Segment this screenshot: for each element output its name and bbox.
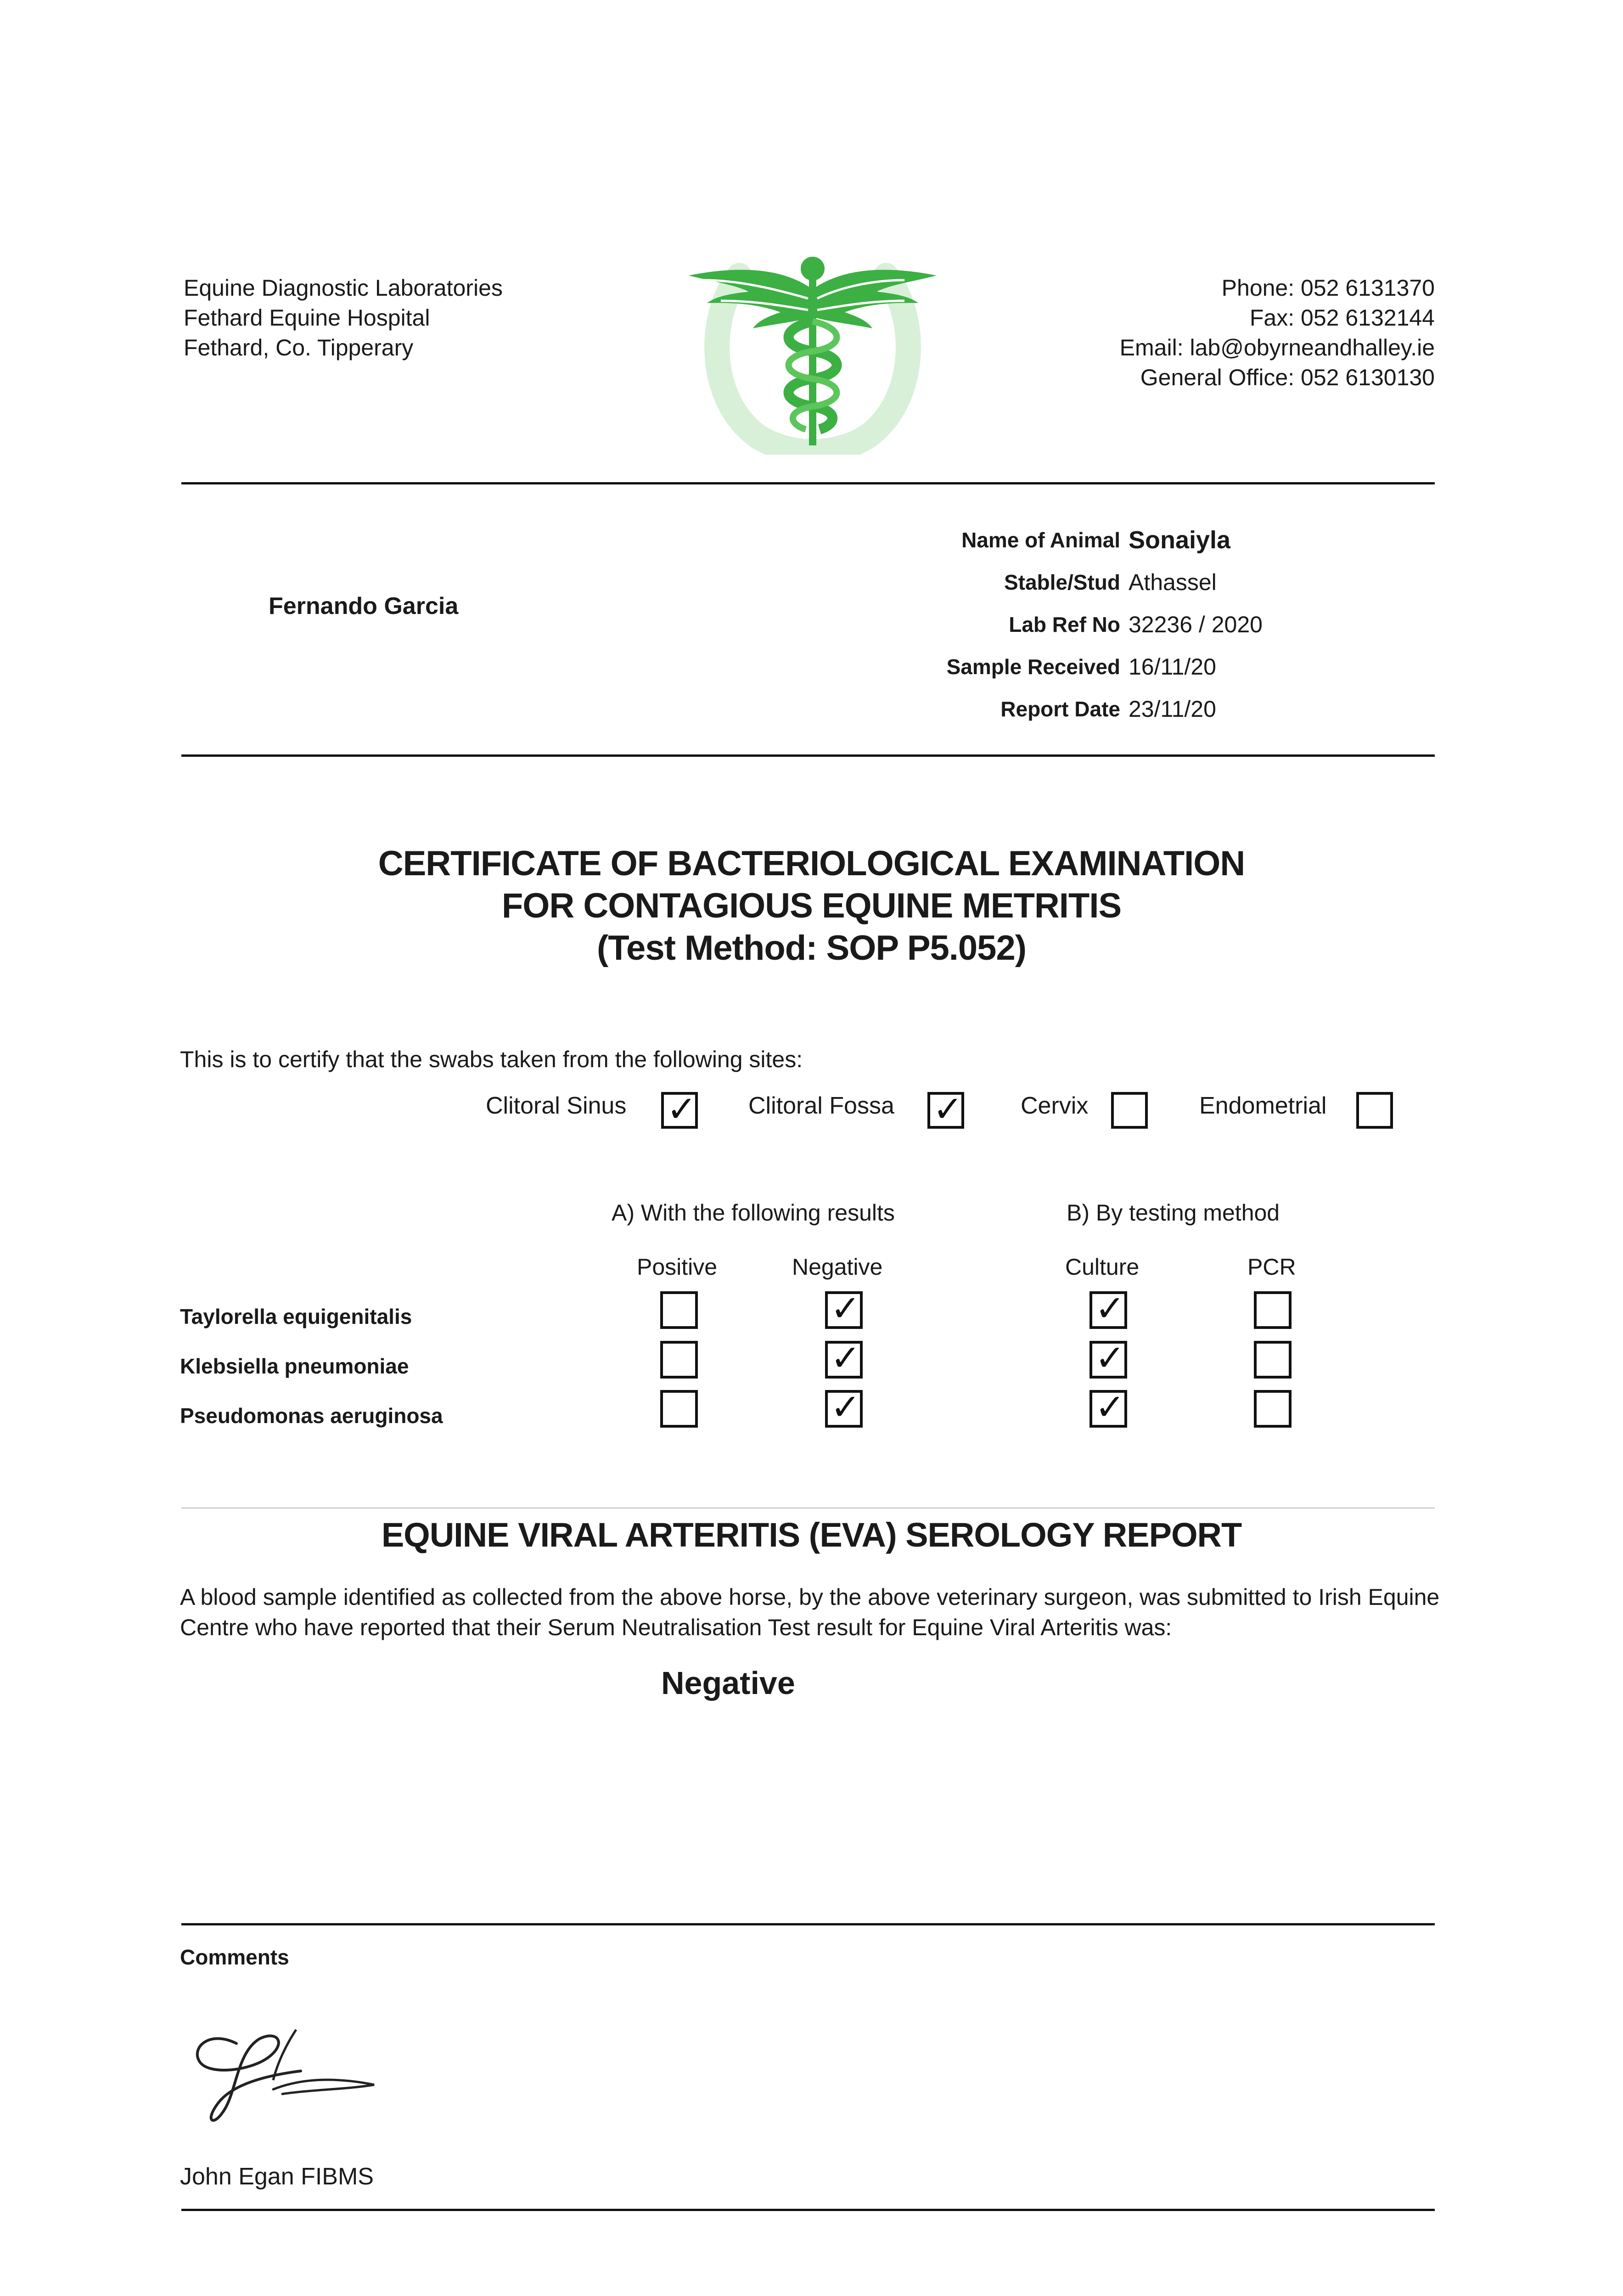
comments-label: Comments	[180, 1945, 289, 1969]
site-checkbox[interactable]	[661, 1089, 698, 1130]
lab-name: Equine Diagnostic Laboratories	[184, 275, 503, 301]
check-icon: ✓	[1095, 1338, 1125, 1379]
caduceus-horseshoe-logo	[689, 248, 937, 455]
results-heading: A) With the following results	[612, 1200, 895, 1226]
animal-info-labels	[872, 519, 1120, 730]
organism-name: Taylorella equigenitalis	[180, 1305, 412, 1328]
positive-checkbox[interactable]	[660, 1341, 698, 1379]
hospital-name: Fethard Equine Hospital	[184, 305, 430, 331]
stable-value: Athassel	[1129, 569, 1217, 595]
check-icon: ✓	[1095, 1288, 1125, 1329]
site-label: Endometrial	[1199, 1092, 1327, 1119]
phone: Phone: 052 6131370	[1221, 275, 1435, 301]
report-date-value: 23/11/20	[1129, 696, 1216, 722]
check-icon: ✓	[933, 1089, 963, 1130]
site-label: Cervix	[1021, 1092, 1089, 1119]
title-line-2: FOR CONTAGIOUS EQUINE METRITIS	[501, 886, 1122, 925]
col-culture: Culture	[1065, 1254, 1140, 1280]
eva-result: Negative	[661, 1665, 795, 1701]
divider	[181, 2209, 1435, 2211]
method-heading: B) By testing method	[1067, 1200, 1280, 1226]
sample-received-value: 16/11/20	[1129, 654, 1216, 680]
col-negative: Negative	[792, 1254, 883, 1280]
negative-checkbox[interactable]	[825, 1338, 863, 1379]
title-line-1: CERTIFICATE OF BACTERIOLOGICAL EXAMINATION	[378, 844, 1245, 883]
check-icon: ✓	[667, 1089, 697, 1130]
animal-info-values	[1129, 519, 1263, 730]
animal-name: Sonaiyla	[1129, 526, 1231, 554]
site-checkbox[interactable]	[1356, 1092, 1393, 1129]
label-report-date: Report Date	[1000, 697, 1120, 721]
title-line-3: (Test Method: SOP P5.052)	[596, 929, 1027, 968]
certificate-title	[0, 843, 1623, 969]
check-icon: ✓	[831, 1387, 861, 1428]
site-label: Clitoral Fossa	[748, 1092, 894, 1119]
site-label: Clitoral Sinus	[486, 1092, 627, 1119]
culture-checkbox[interactable]	[1089, 1387, 1127, 1428]
lab-address	[184, 273, 503, 363]
label-animal-name: Name of Animal	[961, 528, 1120, 552]
col-positive: Positive	[637, 1254, 718, 1280]
certify-text: This is to certify that the swabs taken from the following sites:	[180, 1047, 803, 1072]
culture-checkbox[interactable]	[1089, 1288, 1127, 1329]
organism-name: Klebsiella pneumoniae	[180, 1354, 409, 1378]
negative-checkbox[interactable]	[825, 1288, 863, 1329]
positive-checkbox[interactable]	[660, 1390, 698, 1428]
label-stable: Stable/Stud	[1004, 570, 1120, 594]
divider	[181, 754, 1435, 757]
col-pcr: PCR	[1247, 1254, 1296, 1280]
lab-ref-value: 32236 / 2020	[1129, 612, 1263, 637]
site-checkbox[interactable]	[927, 1089, 964, 1130]
eva-text: A blood sample identified as collected from the above horse, by the above veterinary surgeon, was submitted to Irish Equine Centre who have reported that their Serum Neutralisation Test result for Equine Viral Arteritis was:	[180, 1584, 1440, 1640]
divider	[181, 1923, 1435, 1925]
culture-checkbox[interactable]	[1089, 1338, 1127, 1379]
signer-name: John Egan FIBMS	[180, 2163, 374, 2190]
client-name: Fernando Garcia	[269, 593, 459, 619]
email: Email: lab@obyrneandhalley.ie	[1119, 335, 1435, 360]
label-lab-ref: Lab Ref No	[1009, 613, 1120, 636]
fax: Fax: 052 6132144	[1249, 305, 1435, 331]
pcr-checkbox[interactable]	[1254, 1341, 1292, 1379]
site-checkbox[interactable]	[1111, 1092, 1148, 1129]
eva-title: EQUINE VIRAL ARTERITIS (EVA) SEROLOGY REPORT	[381, 1516, 1242, 1554]
pcr-checkbox[interactable]	[1254, 1390, 1292, 1428]
pcr-checkbox[interactable]	[1254, 1291, 1292, 1329]
negative-checkbox[interactable]	[825, 1387, 863, 1428]
check-icon: ✓	[831, 1288, 861, 1329]
organism-name: Pseudomonas aeruginosa	[180, 1404, 443, 1428]
handwritten-signature	[181, 2020, 393, 2140]
lab-location: Fethard, Co. Tipperary	[184, 335, 414, 360]
divider	[181, 482, 1435, 484]
check-icon: ✓	[1095, 1387, 1125, 1428]
label-sample-received: Sample Received	[946, 655, 1120, 679]
lab-contact	[1120, 273, 1435, 393]
general-office: General Office: 052 6130130	[1140, 365, 1435, 390]
check-icon: ✓	[831, 1338, 861, 1379]
positive-checkbox[interactable]	[660, 1291, 698, 1329]
